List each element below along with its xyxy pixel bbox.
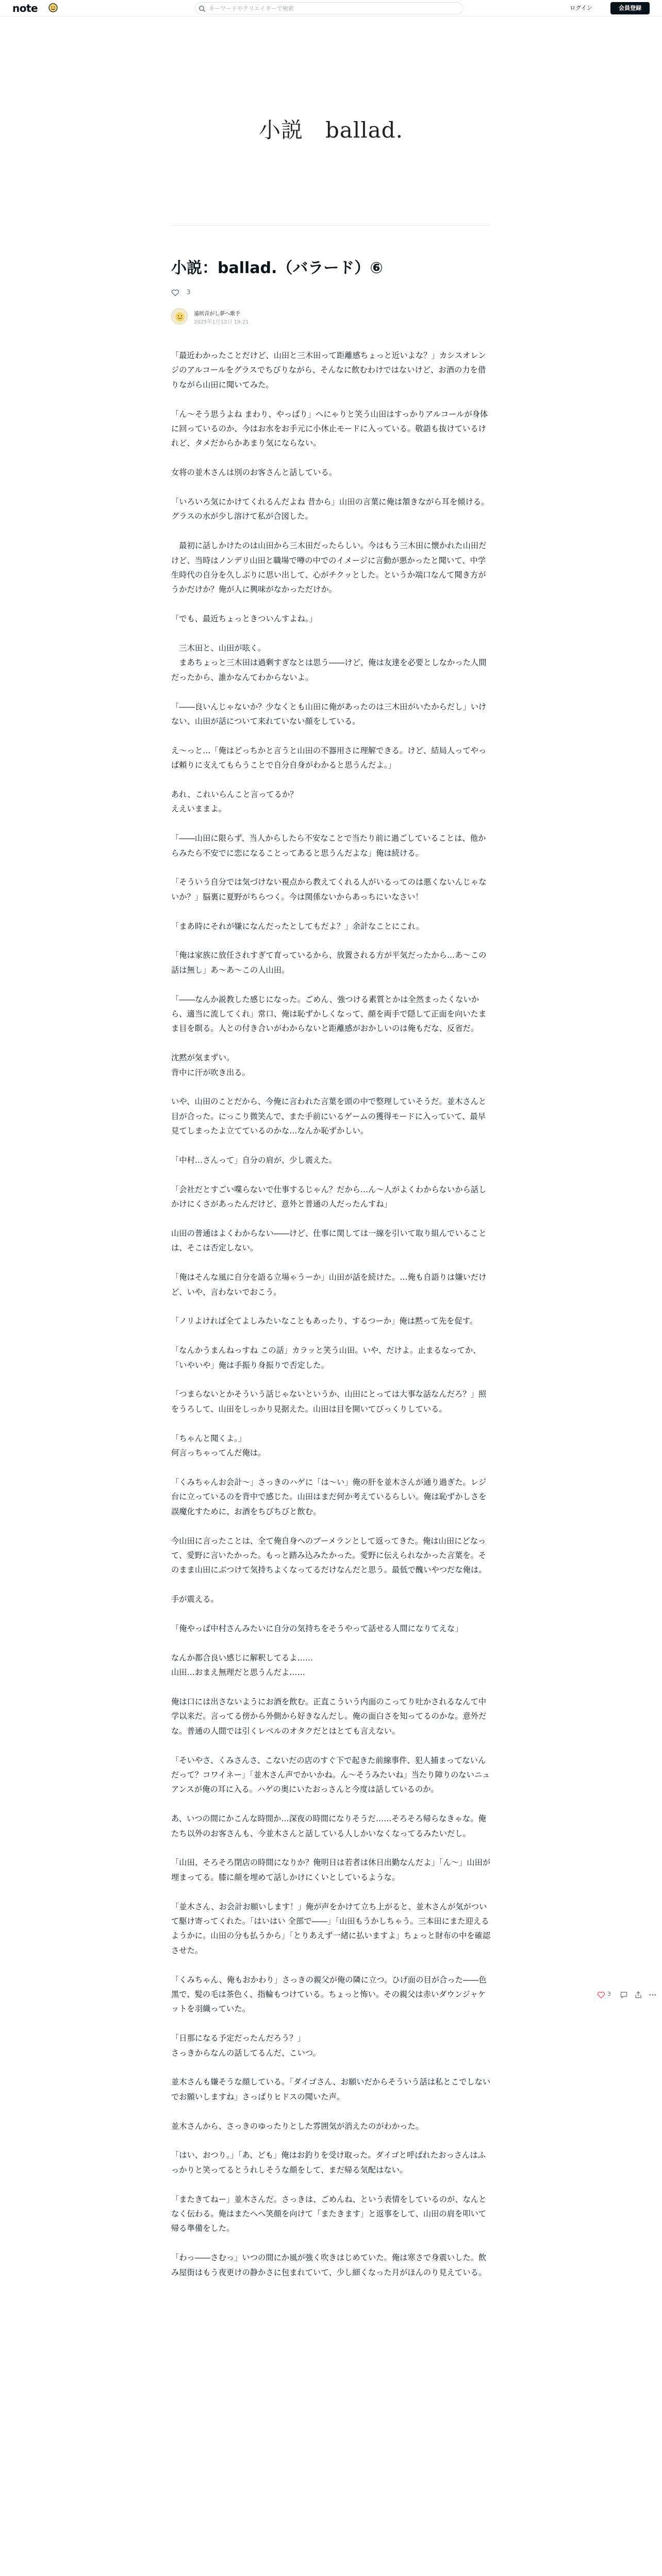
paragraph: 「会社だとすごい喋らないで仕事するじゃん？だから…ん〜人がよくわからないから話しかけにくさがあったんだけど、意外と普通の人だったんすね」: [171, 1184, 487, 1209]
share-icon[interactable]: [634, 1991, 642, 1999]
paragraph: 並木さんから、さっきのゆったりとした雰囲気が消えたのがわかった。: [171, 2121, 424, 2131]
paragraph: 「またきてねー」並木さんだ。さっきは、ごめんね、という表情をしているのが、なんとなく伝わる。俺はまたへへ笑顔を向けて「またきます」と返事をして、山田の肩を叩いて帰る準備をした。: [171, 2194, 487, 2233]
paragraph: 「――良いんじゃないか？少なくとも山田に俺があったのは三木田がいたからだし」いけない、山田が話について来れていない顔をしている。: [171, 702, 487, 726]
paragraph: 手が震える。: [171, 1595, 219, 1604]
avatar[interactable]: [171, 308, 188, 325]
paragraph: 「いろいろ気にかけてくれるんだよね 昔から」山田の言葉に俺は頷きながら耳を傾ける。グラスの水が少し溶けて私が合図した。: [171, 497, 489, 521]
paragraph: 「でも、最近ちょっときついんすよね。」: [171, 614, 317, 624]
paragraph: 俺は口には出さないようにお酒を飲む。正直こういう内面のこってり吐かされるなんて中学以来だ。言ってる傍から外側から好きなんだし。俺の面白さを知ってるのかな。意外だな。普通の人間では引くレベルのオタクだとはとても言えない。: [171, 1697, 487, 1736]
top-navigation-bar: [0, 0, 662, 16]
article: [171, 258, 491, 2294]
paragraph: 最初に話しかけたのは山田から三木田だったらしい。今はもう三木田に懐かれた山田だけど、当時はノンデリ山田と職場で噂の中でのイメージに言動が悪かったと聞いて、中学生時代の自分を久しぶりに思い出して、心がチクッとした。というか端口なんて聞き方がうかだけか？俺が人に興味がなかっただけか。: [171, 541, 487, 595]
paragraph: 沈黙が気まずい。 背中に汗が吹き出る。: [171, 1053, 250, 1077]
paragraph: あ、いつの間にかこんな時間か…深夜の時間になりそうだ……そろそろ帰らなきゃな。俺たち以外のお客さんも、今並木さんと話している人しかいなくなってるみたいだし。: [171, 1814, 486, 1838]
like-row: [171, 287, 491, 298]
paragraph: 並木さんも嫌そうな顔している。「ダイゴさん、お願いだからそういう話は私とこでしないでお願いしますね」さっぱりヒドスの聞いた声。: [171, 2077, 491, 2102]
side-like-count[interactable]: 3: [607, 1991, 611, 1997]
paragraph: 女将の並木さんは別のお客さんと話している。: [171, 468, 337, 478]
paragraph: 「なんかうまんねっすね この話」カラッと笑う山田。いや、だけよ。止まるなってか、「いやいや」俺は手振り身振りで否定した。: [171, 1346, 481, 1370]
article-title: 小説：ballad.（バラード）⑥: [171, 259, 383, 277]
paragraph: 「俺やっぱ中村さんみたいに自分の気持ちをそうやって話せる人間になりてえな」: [171, 1623, 463, 1633]
search-input[interactable]: [209, 4, 456, 13]
floating-action-bar: [597, 1989, 659, 2001]
paragraph: 「中村…さんって」自分の肩が、少し震えた。: [171, 1156, 337, 1165]
paragraph: 「まあ時にそれが嫌になんだったとしてもだよ？」余計なことにこれ。: [171, 921, 424, 931]
more-icon[interactable]: [649, 1991, 657, 1999]
paragraph: 「くみちゃんお会計〜」さっきのハゲに「は〜い」俺の肝を並木さんが通り過ぎた。レジ台に立っているのを背中で感じた。山田はまだ何か考えているらしい。俺は恥ずかしさを誤魔化すために、お酒をちびちびと飲む。: [171, 1477, 487, 1516]
search-icon: [198, 5, 206, 12]
paragraph: 三木田と、山田が呟く。 まあちょっと三木田は過剰すぎなとは思う――けど、俺は友達を必要としなかった人間だったから、誰かなんてわからないよ。: [171, 643, 487, 682]
paragraph: 「――山田に限らず、当人からしたら不安なことで当たり前に過ごしていることは、他からみたら不安でに恋になることってあると思うんだよな」俺は続ける。: [171, 834, 486, 858]
paragraph: 「最近わかったことだけど、山田と三木田って距離感ちょっと近いよな？」カシスオレンジのアルコールをグラスでちびりながら、そんなに飲むわけではないけど、お酒の力を借りながら山田に聞いてみた。: [171, 351, 486, 389]
author-name[interactable]: 遠吠音がし夢へ歌手: [194, 311, 240, 317]
paragraph: 「ん〜そう思うよね まわり、やっぱり」へにゃりと笑う山田はすっかりアルコールが身体に回っているのか、今はお水をお手元に小休止モードに入っている。敬語も抜けているけれど、タメだからかあまり気にならない。: [171, 409, 488, 448]
paragraph: 「わっ――さむっ」いつの間にか風が強く吹きはじめていた。俺は寒さで身震いした。飲み屋街はもう夜更けの静かさに包まれていて、少し細くなった月がほんのり見えている。: [171, 2253, 487, 2277]
author-block: [171, 308, 491, 326]
smile-icon: [48, 3, 58, 13]
paragraph: なんか都合良い感じに解釈してるよ…… 山田…おまえ無理だと思うんだよ……: [171, 1653, 313, 1677]
login-button[interactable]: ログイン: [570, 5, 592, 11]
paragraph: 「――なんか説教した感じになった。ごめん、強つける素質とかは全然まったくないから、適当に流してくれ」常口、俺は恥ずかしくなって、顔を両手で隠して正面を向いたまま目を瞑る。人との付き合いがわからないと距離感がおかしいのは俺もだな、反省だ。: [171, 994, 487, 1033]
paragraph: 「ちゃんと聞くよ。」 何言っちゃってんだ俺は。: [171, 1433, 266, 1458]
paragraph: 「俺は家族に放任されすぎて育っているから、放置される方が平気だったから…あ〜この話は無し」あ〜あ〜この人山田。: [171, 951, 487, 975]
paragraph: 「俺はそんな風に自分を語る立場ゃうーか」山田が話を続けた。…俺も自語りは嫌いだけど、いや、言わないでおこう。: [171, 1273, 487, 1297]
paragraph: 「そいやさ、くみさんさ、こないだの店のすぐ下で起きた前線事件、犯人捕まってないんだって？コワイネー」「並木さん声でかいかね。ん〜そうみたいね」当たり障りのないニュアンスが俺の耳に入る。ハゲの奥にいたおっさんと今度は話しているのか。: [171, 1755, 490, 1794]
article-body: [171, 348, 491, 2280]
paragraph: 「くみちゃん、俺もおかわり」さっきの親父が俺の隣に立つ。ひげ面の目が合った――色黒で、髪の毛は茶色く、指輪もつけている。ちょっと怖い。その親父は赤いダウンジャケットを羽織っていた。: [171, 1975, 487, 2014]
paragraph: 「つまらないとかそういう話じゃないというか、山田にとっては大事な話なんだろ？」照をうろして、山田をしっかり見据えた。山田は目を開いてびっくりしている。: [171, 1389, 487, 1414]
paragraph: 「そういう自分では気づけない視点から教えてくれる人がいるってのは悪くないんじゃないか？」脳裏に夏野がちらつく。今は関係ないからあっちにいなさい！: [171, 877, 487, 902]
paragraph: 「日那になる予定だったんだろう？」 さっきからなんの話してるんだ、こいつ。: [171, 2033, 321, 2058]
signup-button[interactable]: 会員登録: [610, 2, 650, 14]
paragraph: 今山田に言ったことは、全て俺自身へのブーメランとして返ってきた。俺は山田にどなって、愛野に言いたかった。もっと踏み込みたかった。愛野に伝えられなかった言葉を。そのまま山田にぶつけて気持ちよくなってるだけなんだと思う。最低で醜いやつだな俺は。: [171, 1536, 487, 1575]
search-bar[interactable]: [195, 2, 463, 14]
heart-icon[interactable]: [597, 1991, 605, 1999]
publish-date: 2025年1月12日 19:21: [194, 319, 249, 325]
paragraph: 「ノリよければ全てよしみたいなこともあったり、するつーか」俺は黙って先を促す。: [171, 1316, 478, 1326]
comment-icon[interactable]: [620, 1991, 628, 1999]
header-image: [171, 36, 491, 226]
paragraph: いや、山田のことだから、今俺に言われた言葉を頭の中で整理していそうだ。並木さんと目が合った。にっこり微笑んで、また手前にいるゲームの獲得モードに入っていて、最早見てしまったよ立てているのかな…なんか恥ずかしい。: [171, 1097, 487, 1136]
like-count[interactable]: 3: [187, 289, 191, 296]
paragraph: 「並木さん、お会計お願いします！」俺が声をかけて立ち上がると、並木さんが気がついて駆け寄ってくれた。「はいはい 全部で――」「山田もうかしちゃう。三本田にまた迎えるようかに。山田の分も払うから」「とりあえず一緒に払いますよ」ちょっと財布の中を確認させた。: [171, 1902, 491, 1955]
note-logo[interactable]: note: [12, 2, 38, 14]
paragraph: あれ、これいらんこと言ってるか？ ええいままよ。: [171, 790, 298, 814]
paragraph: 「山田、そろそろ閉店の時間になりか？俺明日は若者は休日出勤なんだよ」「ん〜」山田が埋まってる。膝に顔を埋めて話しかけにくいとしているような。: [171, 1858, 491, 1882]
header-image-title: 小説 ballad.: [258, 117, 404, 143]
paragraph: 「はい、おつり。」「あ、ども」俺はお釣りを受け取った。ダイゴと呼ばれたおっさんはふっかりと笑ってるとうれしそうな顔をして、まだ帰る気配はない。: [171, 2150, 486, 2175]
heart-icon[interactable]: [171, 289, 179, 297]
paragraph: 山田の普通はよくわからない――けど、仕事に関しては一線を引いて取り組んでいることは、そこは否定しない。: [171, 1229, 487, 1253]
paragraph: え〜っと…「俺はどっちかと言うと山田の不器用さに理解できる。けど、結局人ってやっぱ頼りに支えてもらうことで自分自身がわかると思うんだよ。」: [171, 745, 487, 770]
